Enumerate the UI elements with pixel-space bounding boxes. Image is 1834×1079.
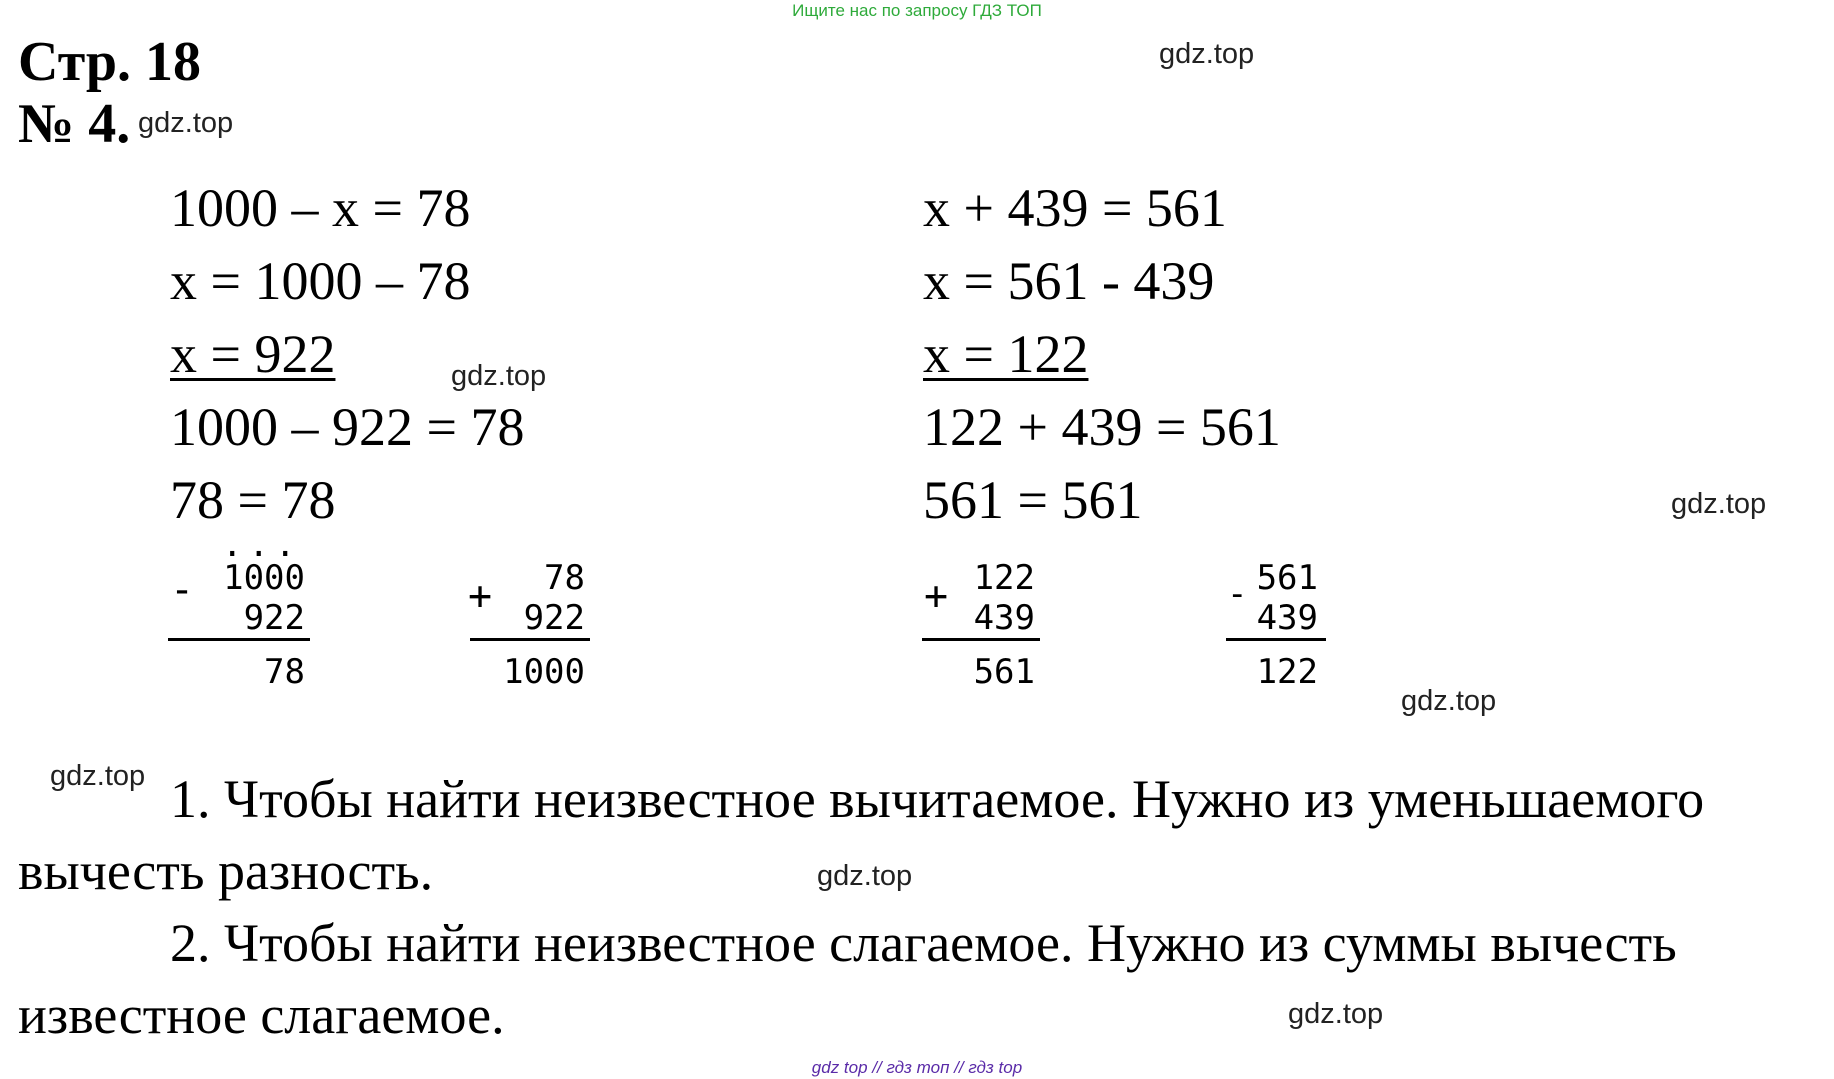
watermark: gdz.top (1288, 998, 1384, 1030)
page-title: Стр. 18 (18, 31, 202, 93)
plus-sign: + (468, 573, 493, 619)
footer-text: gdz top // гдз топ // гдз top (811, 1058, 1023, 1077)
watermark: gdz.top (1401, 685, 1497, 717)
addend-bottom: 439 (973, 598, 1035, 638)
equation-check-result: 561 = 561 (923, 470, 1143, 530)
rule-2-line-2: известное слагаемое. (18, 985, 505, 1045)
equation-line: x = 1000 – 78 (170, 251, 471, 311)
difference: 78 (264, 652, 305, 692)
watermark: gdz.top (451, 360, 547, 392)
addend-top: 122 (973, 558, 1035, 598)
underline-rule (470, 638, 590, 641)
equation-check: 122 + 439 = 561 (923, 397, 1281, 457)
plus-sign: + (924, 573, 949, 619)
task-number: № 4. (18, 93, 131, 155)
watermark: gdz.top (1159, 38, 1255, 70)
equation-check-result: 78 = 78 (170, 470, 336, 530)
rule-1-line-1: 1. Чтобы найти неизвестное вычитаемое. Нужно из уменьшаемого (170, 769, 1705, 829)
borrow-dots: ... (222, 525, 302, 565)
watermark: gdz.top (50, 760, 146, 792)
equation-line: 1000 – x = 78 (170, 178, 471, 238)
underline-rule (922, 638, 1040, 641)
watermark: gdz.top (1671, 488, 1767, 520)
sum: 561 (973, 652, 1035, 692)
underline-rule (168, 638, 310, 641)
watermark: gdz.top (817, 860, 913, 892)
underline-rule (1226, 638, 1326, 641)
equation-answer: x = 122 (923, 324, 1089, 384)
minuend: 1000 (223, 558, 305, 598)
subtrahend: 922 (243, 598, 305, 638)
rule-1-line-2: вычесть разность. (18, 841, 434, 901)
sum: 1000 (503, 652, 585, 692)
addend-top: 78 (544, 558, 585, 598)
difference: 122 (1256, 652, 1318, 692)
addend-bottom: 922 (523, 598, 585, 638)
minus-sign: - (170, 567, 195, 613)
watermark: gdz.top (138, 107, 234, 139)
rule-2-line-1: 2. Чтобы найти неизвестное слагаемое. Нужно из суммы вычесть (170, 913, 1677, 973)
equation-line: x = 561 - 439 (923, 251, 1215, 311)
equation-check: 1000 – 922 = 78 (170, 397, 525, 457)
ad-banner-text: Ищите нас по запросу ГДЗ ТОП (792, 1, 1042, 20)
minuend: 561 (1256, 558, 1318, 598)
equation-line: x + 439 = 561 (923, 178, 1227, 238)
equation-answer: x = 922 (170, 324, 336, 384)
subtrahend: 439 (1256, 598, 1318, 638)
minus-sign: - (1227, 574, 1248, 614)
